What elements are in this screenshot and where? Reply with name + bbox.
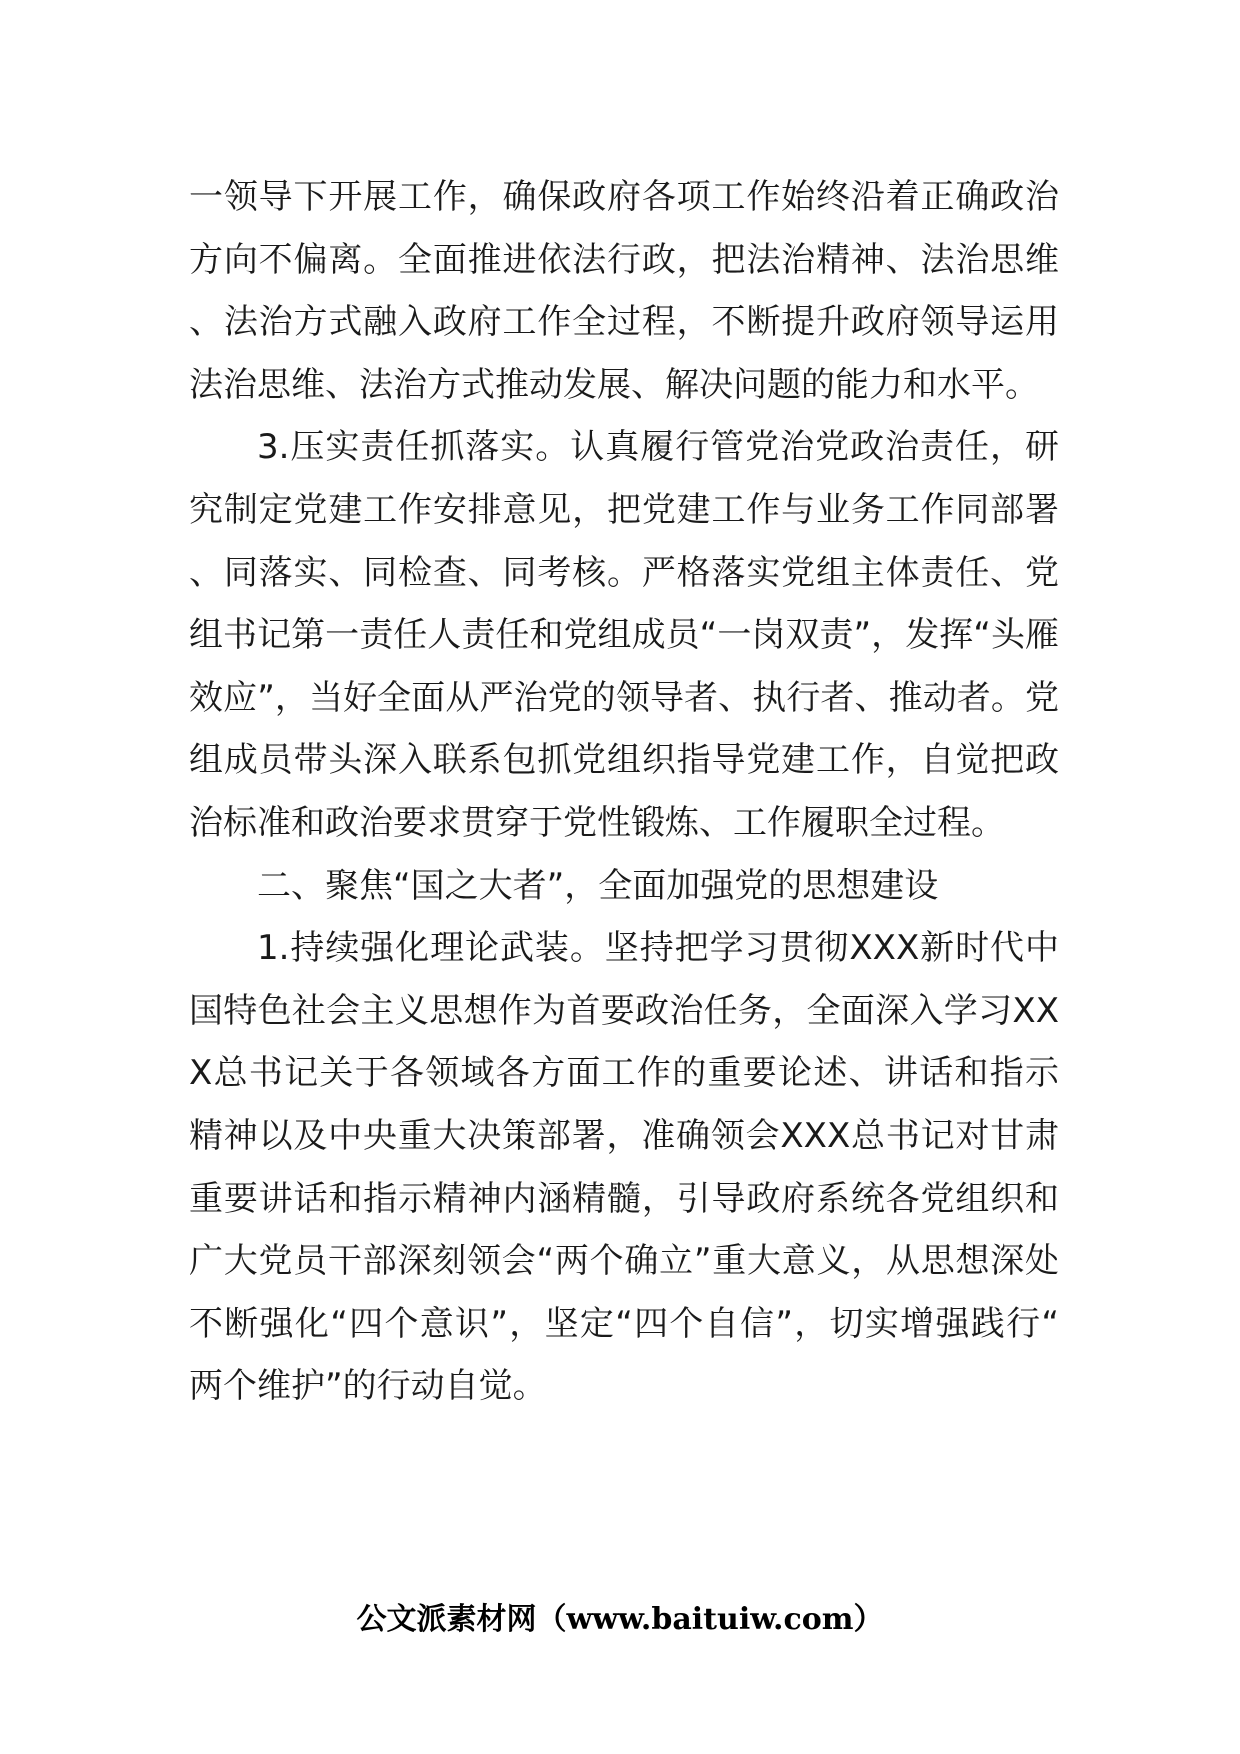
paragraph-item-3: 3.压实责任抓落实。认真履行管党治党政治责任，研究制定党建工作安排意见，把党建工作与业务工作同部署、同落实、同检查、同考核。严格落实党组主体责任、党组书记第一责任人责任和党组成员“一岗双责”，发挥“头雁效应”，当好全面从严治党的领导者、执行者、推动者。党组成员带头深入联系包抓党组织指导党建工作，自觉把政治标准和政治要求贯穿于党性锻炼、工作履职全过程。 — [189, 427, 1059, 843]
section-heading: 二、聚焦“国之大者”，全面加强党的思想建设 — [257, 865, 939, 906]
paragraph-item-1: 1.持续强化理论武装。坚持把学习贯彻XXX新时代中国特色社会主义思想作为首要政治任务，全面深入学习XXX总书记关于各领域各方面工作的重要论述、讲话和指示精神以及中央重大决策部署，准确领会XXX总书记对甘肃重要讲话和指示精神内涵精髓，引导政府系统各党组织和广大党员干部深刻领会“两个确立”重大意义，从思想深处不断强化“四个意识”，坚定“四个自信”，切实增强践行“两个维护”的行动自觉。 — [189, 928, 1059, 1407]
paragraph-continuation: 一领导下开展工作，确保政府各项工作始终沿着正确政治方向不偏离。全面推进依法行政，把法治精神、法治思维、法治方式融入政府工作全过程，不断提升政府领导运用法治思维、法治方式推动发展、解决问题的能力和水平。 — [189, 177, 1059, 405]
document-body — [189, 166, 1059, 1418]
footer-watermark: 公文派素材网（www.baituiw.com） — [356, 1602, 884, 1637]
